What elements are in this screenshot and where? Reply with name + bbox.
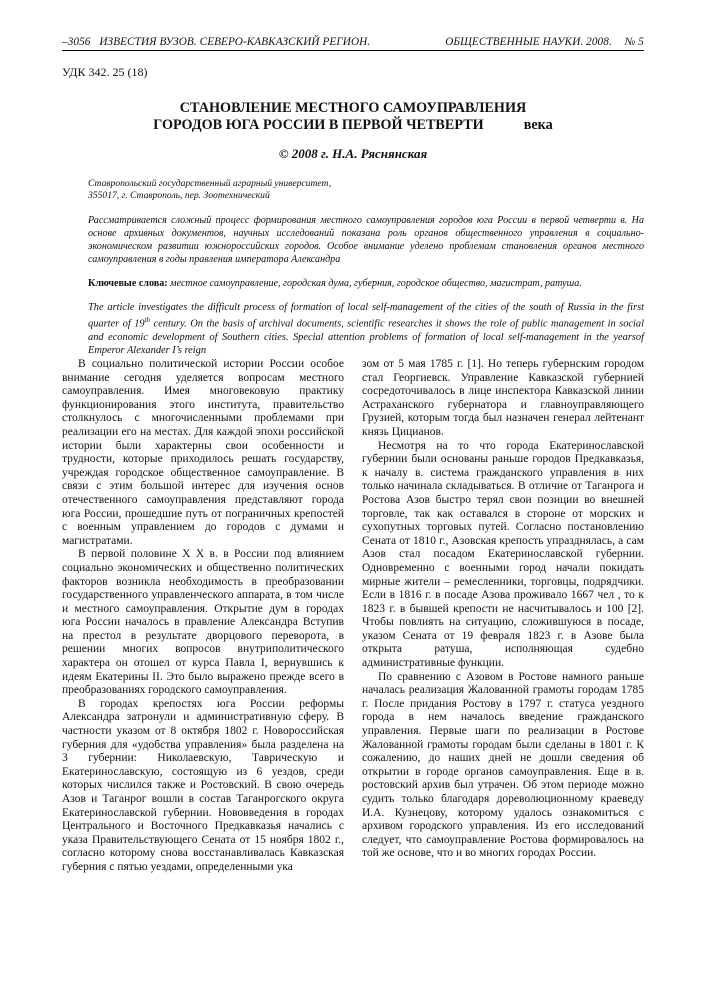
paragraph: Несмотря на то что города Екатеринославской губернии были основаны раньше городов Предкавказья, к началу в. система гражданского управления в них только начинала складываться. В отличие от Таганрога и Ростова Азов быстро терял свои позиции во внешней торговле, так как оставался в стороне от морских и сухопутных торговых путей. Согласно постановлению Сената от 1810 г., Азовская крепость упразднялась, а сам Азов стал посадом Екатеринославской губернии. Одновременно с военными город начали покидать мирные жители – ремесленники, торговцы, подрядчики. Если в 1816 г. в посаде Азова проживало 1667 чел , то к 1823 г. в бывшей крепости не насчитывалось и 100 [2]. Чтобы повлиять на ситуацию, сложившуюся в посаде, указом Сената от 19 февраля 1823 г. в Азове была открыта ратуша, исполняющая судебно административные функции. xyxy=(362,439,644,670)
udc-code: УДК 342. 25 (18) xyxy=(62,65,148,79)
keywords-label: Ключевые слова: xyxy=(88,277,168,289)
abstract-russian: Рассматривается сложный процесс формирования местного самоуправления городов юга России в первой четверти в. На основе архивных документов, научных исследований показана роль органов общественного управления в социально-экономическом развитии южнороссийских городов. Особое внимание уделено проблемам становления органов местного самоуправления в годы правления императора Александра xyxy=(88,215,644,265)
paragraph: В социально политической истории России особое внимание сегодня уделяется вопросам местного самоуправления. Имея многовековую практику функционирования этого института, правительство столкнулось с многочисленными проблемами при реализации его на местах. Для каждой эпохи российской истории были характерны свои особенности и трудности, которые приходилось решать государству, учреждая городское общественное самоуправление. В связи с этим большой интерес для изучения основ отечественного самоуправления представляют города юга России, прошедшие путь от пограничных крепостей с военным управлением до городов с думами и магистратами. xyxy=(62,358,344,547)
journal-series: ОБЩЕСТВЕННЫЕ НАУКИ. 2008. xyxy=(445,36,612,48)
paragraph: В первой половине X X в. в России под влиянием социально экономических и общественно политических факторов возникла необходимость в преобразовании государственного управленческого аппарата, в том числе и местного самоуправления. Открытие дум в городах юга России началось в правление Александра Вступив на престол в результате дворцового переворота, в решении многих вопросов внутриполитического характера он отошел от курса Павла I, вернувшись к идеям Екатерины II. Это было выражено прежде всего в преобразованиях городского самоуправления. xyxy=(62,548,344,697)
right-column xyxy=(362,358,644,875)
title-line-2-end: века xyxy=(523,117,553,133)
author-line: © 2008 г. Н.А. Ряснянская xyxy=(278,146,428,161)
paragraph: По сравнению с Азовом в Ростове намного раньше началась реализация Жалованной грамоты городам 1785 г. После придания Ростову в 1797 г. статуса уездного города в нем началось введение гражданского управления. Первые шаги по реализации в Ростове Жалованной грамоты городам были сделаны в 1801 г. К сожалению, до наших дней не дошли сведения об открытии в городе органов самоуправления. Еще в в. ростовский архив был утрачен. Об этом периоде можно судить только благодаря дореволюционному краеведу И.А. Кузнецову, которому удалось ознакомиться с архивом городского управления. Из его исследований следует, что самоуправление Ростова формировалось на той же основе, что и во многих городах России. xyxy=(362,670,644,860)
title-line-1: СТАНОВЛЕНИЕ МЕСТНОГО САМОУПРАВЛЕНИЯ xyxy=(179,100,527,116)
issue-number: № 5 xyxy=(624,36,644,48)
body-columns xyxy=(62,358,644,875)
abstract-english xyxy=(88,301,644,357)
running-header xyxy=(62,36,644,51)
abstract-en-sup: th xyxy=(144,315,151,324)
title-line-2 xyxy=(62,117,644,134)
paragraph: зом от 5 мая 1785 г. [1]. Но теперь губернским городом стал Георгиевск. Управление Кавказской губернией сосредоточивалось в лице инспектора Кавказской линии Астраханского губернатора и главноуправляющего Грузией, которым тогда был назначен генерал лейтенант князь Цицианов. xyxy=(362,358,644,438)
keywords-text: местное самоуправление, городская дума, губерния, городское общество, магистрат, ратуша. xyxy=(170,277,582,289)
keywords xyxy=(88,277,644,290)
article-title xyxy=(62,100,644,134)
page-number: –3056 xyxy=(62,36,91,48)
journal-name: ИЗВЕСТИЯ ВУЗОВ. СЕВЕРО-КАВКАЗСКИЙ РЕГИОН. xyxy=(99,36,371,48)
abstract-en-part-1: The article investigates the difficult process of formation of local self-management of the cities of the south of Russia in the first quarter of 19 xyxy=(88,301,644,330)
affiliation-line-2: 355017, г. Ставрополь, пер. Зоотехнический xyxy=(88,190,270,201)
header-left xyxy=(62,36,370,48)
paragraph: В городах крепостях юга России реформы Александра затронули и административную сферу. В частности указом от 8 октября 1802 г. Новороссийская губерния для «удобства управления» была разделена на 3 губернии: Николаевскую, Таврическую и Екатеринославскую, состоящую из 6 уездов, среди которых числился также и Ростовский. В свою очередь Азов и Таганрог вошли в состав Таганрогского округа Екатеринославской губернии. Нововведения в городах Центрального и Восточного Предкавказья начались с указа Правительствующего Сената от 15 ноября 1802 г., согласно которому снова восстанавливалась Кавказская губерния с пятью уездами, определенными ука xyxy=(62,697,344,873)
article-page xyxy=(62,36,644,357)
title-line-2-text: ГОРОДОВ ЮГА РОССИИ В ПЕРВОЙ ЧЕТВЕРТИ xyxy=(153,117,484,133)
abstract-en-part-2: century. On the basis of archival documents, scientific researches it shows the role of public management in social and economic development of Southern cities. Special attention problems of formation of local self-management in the yearsof Emperor Alexander I’s reign xyxy=(88,318,644,356)
affiliation xyxy=(88,178,644,202)
left-column xyxy=(62,358,344,875)
header-right xyxy=(445,36,644,48)
affiliation-line-1: Ставропольский государственный аграрный университет, xyxy=(88,178,332,189)
